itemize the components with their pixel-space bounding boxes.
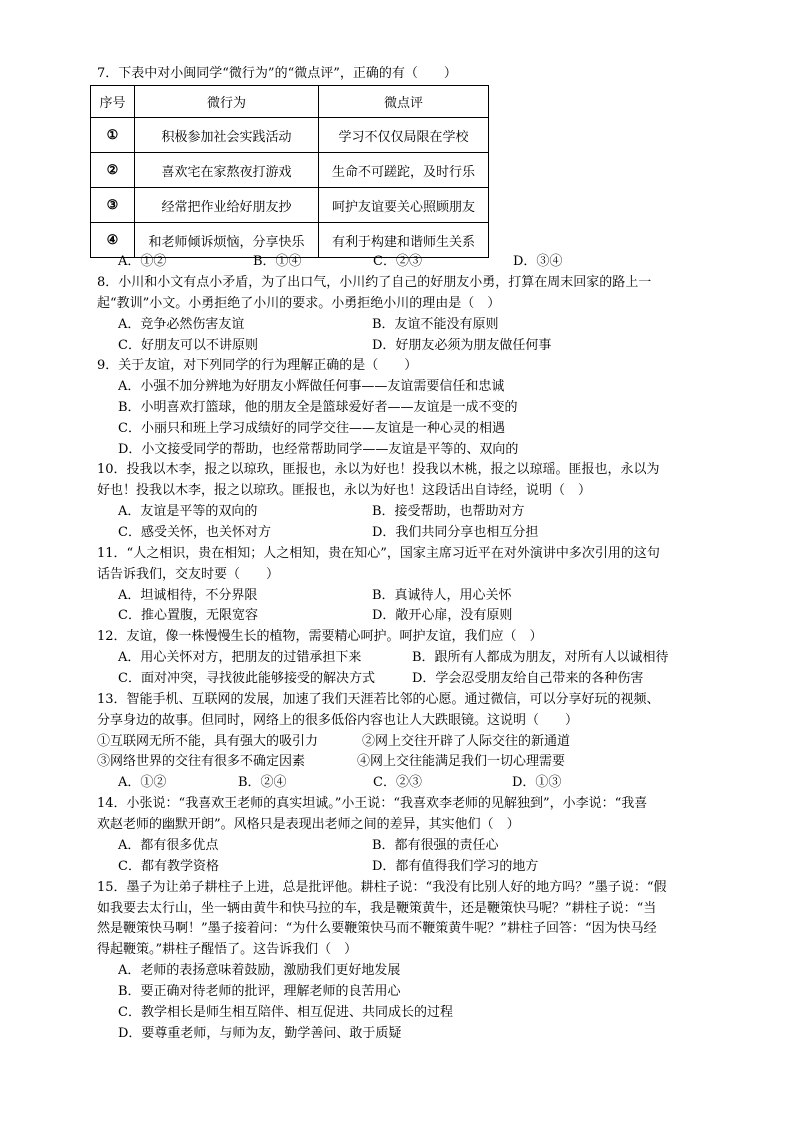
row-behavior: 和老师倾诉烦恼，分享快乐 xyxy=(135,223,319,258)
q7-option-b: B．①④ xyxy=(253,254,302,269)
q12-option-b: B．跟所有人都成为朋友，对所有人以诚相待 xyxy=(412,650,669,665)
header-index: 序号 xyxy=(91,86,135,118)
q10-stem-line: 好也！投我以木李，报之以琼玖。匪报也，永以为好也！这段话出自诗经，说明（ ） xyxy=(97,483,592,498)
q15-stem-line: 15．墨子为让弟子耕柱子上进，总是批评他。耕柱子说：“我没有比别人好的地方吗？”墨子说：“假 xyxy=(97,880,667,895)
q13-statement-2: ②网上交往开辟了人际交往的新通道 xyxy=(362,734,571,749)
q11-option-a: A．坦诚相待，不分界限 xyxy=(118,588,258,603)
q14-option-d: D．都有值得我们学习的地方 xyxy=(372,859,539,874)
q7-stem: 7．下表中对小闽同学“微行为”的“微点评”，正确的有（ ） xyxy=(97,66,457,81)
q14-option-c: C．都有教学资格 xyxy=(118,859,219,874)
q14-stem-line: 14．小张说：“我喜欢王老师的真实坦诚。”小王说：“我喜欢李老师的见解独到”，小李说：“我喜 xyxy=(97,796,648,811)
q7-option-d: D．③④ xyxy=(513,254,563,269)
q8-option-a: A．竞争必然伤害友谊 xyxy=(118,317,245,332)
header-behavior: 微行为 xyxy=(135,86,319,118)
q8-stem-line: 8．小川和小文有点小矛盾，为了出口气，小川约了自己的好朋友小勇，打算在周末回家的路上一 xyxy=(97,275,652,290)
q13-option-d: D．①③ xyxy=(512,775,562,790)
q12-option-a: A．用心关怀对方，把朋友的过错承担下来 xyxy=(118,650,362,665)
table-header-row xyxy=(91,86,489,118)
row-comment: 呵护友谊要关心照顾朋友 xyxy=(319,188,489,223)
row-index: ① xyxy=(91,118,135,153)
table-row xyxy=(91,188,489,223)
row-behavior: 积极参加社会实践活动 xyxy=(135,118,319,153)
q13-statement-3: ③网络世界的交往有很多不确定因素 xyxy=(97,754,306,769)
table-row xyxy=(91,118,489,153)
q13-stem-line: 分享身边的故事。但同时，网络上的很多低俗内容也让人大跌眼镜。这说明（ ） xyxy=(97,713,579,728)
q10-option-b: B．接受帮助，也帮助对方 xyxy=(372,504,525,519)
q15-option-c: C．教学相长是师生相互陪伴、相互促进、共同成长的过程 xyxy=(118,1005,453,1020)
q15-option-a: A．老师的表扬意味着鼓励，激励我们更好地发展 xyxy=(118,963,401,978)
q13-stem-line: 13．智能手机、互联网的发展，加速了我们天涯若比邻的心愿。通过微信，可以分享好玩的视频、 xyxy=(97,692,660,707)
row-comment: 有利于构建和谐师生关系 xyxy=(319,223,489,258)
q8-stem-line: 起“教训”小文。小勇拒绝了小川的要求。小勇拒绝小川的理由是（ ） xyxy=(97,296,501,311)
q11-option-d: D．敞开心扉，没有原则 xyxy=(372,608,513,623)
q13-statement-1: ①互联网无所不能，具有强大的吸引力 xyxy=(97,734,319,749)
q9-stem: 9．关于友谊，对下列同学的行为理解正确的是（ ） xyxy=(97,358,418,373)
q10-option-d: D．我们共同分享也相互分担 xyxy=(372,525,539,540)
q14-option-a: A．都有很多优点 xyxy=(118,838,219,853)
q9-option-a: A．小强不加分辨地为好朋友小辉做任何事——友谊需要信任和忠诚 xyxy=(118,379,505,394)
q14-stem-line: 欢赵老师的幽默开朗”。风格只是表现出老师之间的差异，其实他们（ ） xyxy=(97,817,520,832)
q8-option-d: D．好朋友必须为朋友做任何事 xyxy=(372,338,552,353)
q13-option-a: A．①② xyxy=(118,775,167,790)
q15-stem-line: 得起鞭策。”耕柱子醒悟了。这告诉我们（ ） xyxy=(97,942,358,957)
q12-stem: 12．友谊，像一株慢慢生长的植物，需要精心呵护。呵护友谊，我们应（ ） xyxy=(97,629,543,644)
q11-stem-line: 话告诉我们，交友时要（ ） xyxy=(97,567,280,582)
q11-option-c: C．推心置腹，无限宽容 xyxy=(118,608,258,623)
header-comment: 微点评 xyxy=(319,86,489,118)
row-index: ④ xyxy=(91,223,135,258)
q11-option-b: B．真诚待人，用心关怀 xyxy=(372,588,512,603)
q8-option-b: B．友谊不能没有原则 xyxy=(372,317,499,332)
row-index: ③ xyxy=(91,188,135,223)
q7-option-a: A．①② xyxy=(118,254,167,269)
q9-option-b: B．小明喜欢打篮球，他的朋友全是篮球爱好者——友谊是一成不变的 xyxy=(118,400,518,415)
q12-option-d: D．学会忍受朋友给自己带来的各种伤害 xyxy=(412,671,644,686)
q15-stem-line: 如我要去太行山，坐一辆由黄牛和快马拉的车，我是鞭策黄牛，还是鞭策快马呢？”耕柱子说：“当 xyxy=(97,901,657,916)
row-index: ② xyxy=(91,153,135,188)
q15-option-d: D．要尊重老师，与师为友，勤学善问、敢于质疑 xyxy=(118,1026,402,1041)
q7-table xyxy=(90,85,489,258)
q9-option-d: D．小文接受同学的帮助，也经常帮助同学——友谊是平等的、双向的 xyxy=(118,442,519,457)
q10-stem-line: 10．投我以木李，报之以琼玖，匪报也，永以为好也！投我以木桃，报之以琼瑶。匪报也，永以为 xyxy=(97,462,660,477)
q10-option-c: C．感受关怀，也关怀对方 xyxy=(118,525,271,540)
q14-option-b: B．都有很强的责任心 xyxy=(372,838,499,853)
q11-stem-line: 11．“人之相识，贵在相知；人之相知，贵在知心”，国家主席习近平在对外演讲中多次引用的这句 xyxy=(97,546,660,561)
q15-stem-line: 然是鞭策快马啊！”墨子接着问：“为什么要鞭策快马而不鞭策黄牛呢？”耕柱子回答：“因为快马经 xyxy=(97,921,657,936)
q8-option-c: C．好朋友可以不讲原则 xyxy=(118,338,258,353)
q15-option-b: B．要正确对待老师的批评，理解老师的良苦用心 xyxy=(118,984,401,999)
q7-option-c: C．②③ xyxy=(373,254,422,269)
q9-option-c: C．小丽只和班上学习成绩好的同学交往——友谊是一种心灵的相遇 xyxy=(118,421,505,436)
q10-option-a: A．友谊是平等的双向的 xyxy=(118,504,258,519)
q12-option-c: C．面对冲突，寻找彼此能够接受的解决方式 xyxy=(118,671,375,686)
table-row xyxy=(91,153,489,188)
row-comment: 学习不仅仅局限在学校 xyxy=(319,118,489,153)
q13-option-b: B．②④ xyxy=(238,775,287,790)
row-behavior: 喜欢宅在家熬夜打游戏 xyxy=(135,153,319,188)
row-behavior: 经常把作业给好朋友抄 xyxy=(135,188,319,223)
q13-statement-4: ④网上交往能满足我们一切心理需要 xyxy=(357,754,566,769)
q13-option-c: C．②③ xyxy=(373,775,422,790)
row-comment: 生命不可蹉跎，及时行乐 xyxy=(319,153,489,188)
